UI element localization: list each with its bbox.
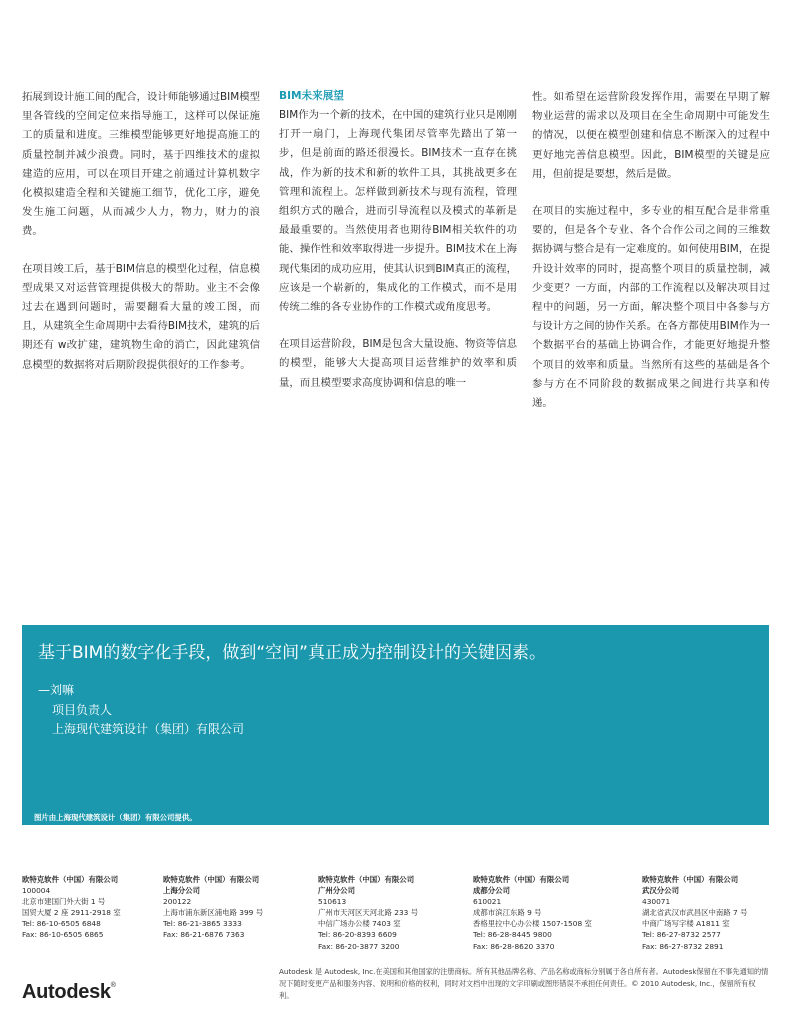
quote-band	[22, 625, 769, 825]
office-name: 欧特克软件（中国）有限公司	[642, 875, 739, 884]
office-line: 610021	[473, 897, 502, 907]
article-column-3	[532, 88, 770, 431]
office-line: 北京市建国门外大街 1 号	[22, 897, 106, 907]
office-line: 香格里拉中心办公楼 1507-1508 室	[473, 919, 592, 929]
pull-quote: 基于BIM的数字化手段，做到“空间”真正成为控制设计的关键因素。	[38, 643, 546, 663]
registered-mark: ®	[110, 982, 116, 989]
office-line: 中信广场办公楼 7403 室	[318, 919, 401, 929]
office-line: 430071	[642, 897, 671, 907]
office-branch: 成都分公司	[473, 886, 510, 896]
office-line: 国贸大厦 2 座 2911-2918 室	[22, 908, 121, 918]
quote-attribution	[38, 681, 244, 740]
office-line: 湖北省武汉市武昌区中南路 7 号	[642, 908, 748, 918]
office-name: 欧特克软件（中国）有限公司	[22, 875, 119, 884]
office-line: 广州市天河区天河北路 233 号	[318, 908, 419, 918]
office-line: Tel: 86-27-8732 2577	[642, 930, 721, 940]
office-line: Tel: 86-10-6505 6848	[22, 919, 101, 929]
office-line: Tel: 86-20-8393 6609	[318, 930, 397, 940]
attribution-title: 项目负责人	[52, 702, 113, 717]
paragraph: 性。如希望在运营阶段发挥作用，需要在早期了解物业运营的需求以及项目在全生命周期中可能发生的情况，以便在模型创建和信息不断深入的过程中更好地完善信息模型。因此，BIM模型的关键是应用，但前提是要想，然后是做。	[532, 91, 770, 180]
paragraph: BIM作为一个新的技术，在中国的建筑行业只是刚刚打开一扇门，上海现代集团尽管率先踏出了第一步，但是前面的路还很漫长。BIM技术一直存在挑战，作为新的技术和新的软件工具，其挑战更多在管理和流程上。怎样做到新技术与现有流程，管理组织方式的融合，进而引导流程以及模式的革新是最最重要的。当然使用者也期待BIM相关软件的功能、操作性和效率取得进一步提升。BIM技术在上海现代集团的成功应用，使其认识到BIM真正的流程，应该是一个崭新的，集成化的工作模式，而不是用传统二维的各专业协作的工作模式或角度思考。	[279, 109, 517, 314]
office-line: 中商广场写字楼 A1811 室	[642, 919, 730, 929]
logo-text: Autodesk	[22, 981, 111, 1003]
office-branch: 上海分公司	[163, 886, 200, 896]
article-column-1	[22, 88, 260, 393]
article-column-2	[279, 88, 517, 411]
paragraph: 拓展到设计施工间的配合，设计师能够通过BIM模型里各管线的空间定位来指导施工，这样可以保证施工的质量和进度。三维模型能够更好地提高施工的质量控制并减少浪费。同时，基于四维技术的虚拟建造的应用，可以在项目开建之前通过计算机数字化模拟建造全程和关键施工细节，优化工序，避免发生施工问题，从而减少人力，物力，财力的浪费。	[22, 91, 260, 238]
office-line: 100004	[22, 886, 51, 896]
office-wuhan	[642, 874, 747, 952]
attribution-company: 上海现代建筑设计（集团）有限公司	[52, 722, 245, 736]
office-line: Fax: 86-10-6505 6865	[22, 930, 104, 940]
office-beijing	[22, 874, 121, 941]
paragraph: 在项目竣工后，基于BIM信息的模型化过程，信息模型成果又对运营管理提供极大的帮助。业主不会像过去在遇到问题时，需要翻看大量的竣工图，而且，从建筑全生命周期中去看待BIM技术，建筑的后期还有 w改扩建，建筑物生命的消亡，因此建筑信息模型的数据将对后期阶段提供很好的工作参考。	[22, 262, 260, 371]
office-name: 欧特克软件（中国）有限公司	[473, 875, 570, 884]
office-line: Fax: 86-27-8732 2891	[642, 941, 724, 951]
autodesk-logo	[22, 981, 116, 1004]
photo-credit: 图片由上海现代建筑设计（集团）有限公司提供。	[34, 813, 197, 822]
office-line: Fax: 86-28-8620 3370	[473, 941, 555, 951]
attribution-name: —刘嘛	[38, 683, 75, 697]
office-chengdu	[473, 874, 592, 952]
paragraph: 在项目运营阶段，BIM是包含大量设施、物资等信息的模型，能够大大提高项目运营维护的效率和质量，而且模型要求高度协调和信息的唯一	[279, 338, 517, 389]
office-name: 欧特克软件（中国）有限公司	[318, 875, 415, 884]
office-line: 510613	[318, 897, 347, 907]
office-line: Fax: 86-21-6876 7363	[163, 930, 245, 940]
office-line: 成都市滨江东路 9 号	[473, 908, 542, 918]
office-shanghai	[163, 874, 263, 941]
office-branch: 广州分公司	[318, 886, 355, 896]
office-line: 200122	[163, 897, 192, 907]
office-branch: 武汉分公司	[642, 886, 679, 896]
office-line: Tel: 86-28-8445 9800	[473, 930, 552, 940]
legal-notice: Autodesk 是 Autodesk, Inc.在美国和其他国家的注册商标。所有其他品牌名称、产品名称或商标分别属于各自所有者。Autodesk保留在不事先通知的情况下随时变更产品和服务内容、说明和价格的权利，同时对文档中出现的文字印刷或图形错误不承担任何责任。© 2010 Autodesk, Inc.，保留所有权利。	[279, 967, 769, 1000]
office-line: Fax: 86-20-3877 3200	[318, 941, 400, 951]
office-line: Tel: 86-21-3865 3333	[163, 919, 242, 929]
office-line: 上海市浦东新区浦电路 399 号	[163, 908, 264, 918]
section-heading: BIM未来展望	[279, 90, 344, 102]
paragraph: 在项目的实施过程中，多专业的相互配合是非常重要的，但是各个专业、各个合作公司之间的三维数据协调与整合是有一定难度的。如何使用BIM，在提升设计效率的同时，提高整个项目的质量控制，减少变更？一方面，内部的工作流程以及解决项目过程中的问题，另一方面，解决整个项目中各参与方与设计方之间的协作关系。在各方都使用BIM作为一个数据平台的基础上协调合作，才能更好地提升整个项目的效率和质量。当然所有这些的基础是各个参与方在不同阶段的数据成果之间进行共享和传递。	[532, 205, 770, 410]
office-guangzhou	[318, 874, 418, 952]
office-name: 欧特克软件（中国）有限公司	[163, 875, 260, 884]
